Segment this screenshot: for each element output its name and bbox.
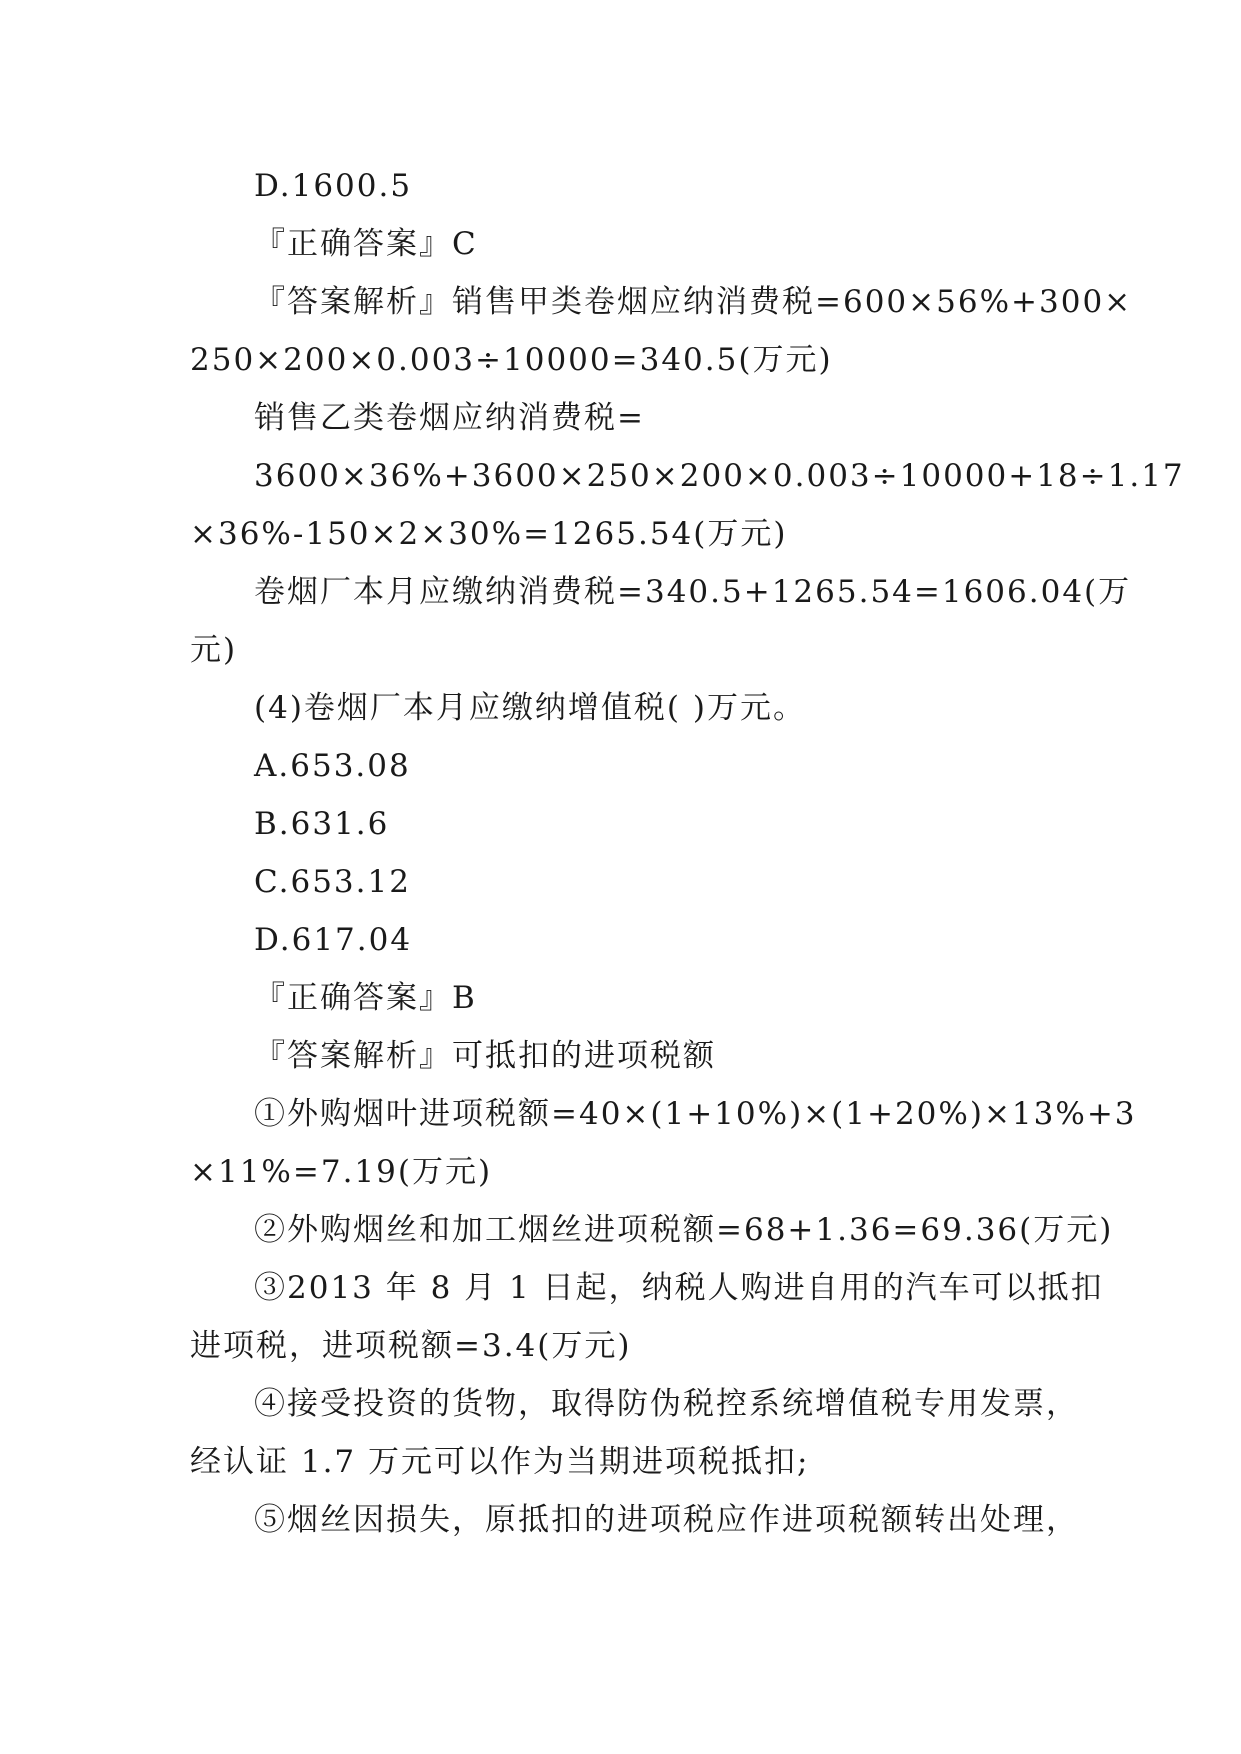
analysis-continuation: 经认证 1.7 万元可以作为当期进项税抵扣; xyxy=(190,1444,810,1480)
answer-analysis-line: 『答案解析』可抵扣的进项税额 xyxy=(254,1038,716,1074)
option-d: D.617.04 xyxy=(254,922,413,958)
analysis-item-4: ④接受投资的货物，取得防伪税控系统增值税专用发票， xyxy=(254,1386,1079,1422)
analysis-item-3: ③2013 年 8 月 1 日起，纳税人购进自用的汽车可以抵扣 xyxy=(254,1270,1104,1306)
analysis-item-5: ⑤烟丝因损失，原抵扣的进项税应作进项税额转出处理， xyxy=(254,1502,1079,1538)
analysis-continuation: 元) xyxy=(190,632,238,668)
analysis-continuation: 250×200×0.003÷10000=340.5(万元) xyxy=(190,342,833,378)
analysis-line: 卷烟厂本月应缴纳消费税=340.5+1265.54=1606.04(万 xyxy=(254,574,1132,610)
answer-analysis-line: 『答案解析』销售甲类卷烟应纳消费税=600×56%+300× xyxy=(254,284,1133,320)
formula-continuation: ×36%-150×2×30%=1265.54(万元) xyxy=(190,516,788,552)
analysis-item-1: ①外购烟叶进项税额=40×(1+10%)×(1+20%)×13%+3 xyxy=(254,1096,1137,1132)
analysis-item-2: ②外购烟丝和加工烟丝进项税额=68+1.36=69.36(万元) xyxy=(254,1212,1114,1248)
analysis-continuation: 进项税，进项税额=3.4(万元) xyxy=(190,1328,632,1364)
option-b: B.631.6 xyxy=(254,806,390,842)
correct-answer-label: 『正确答案』C xyxy=(254,226,478,262)
formula-line: 3600×36%+3600×250×200×0.003÷10000+18÷1.17 xyxy=(254,458,1185,494)
correct-answer-label: 『正确答案』B xyxy=(254,980,477,1016)
analysis-continuation: ×11%=7.19(万元) xyxy=(190,1154,493,1190)
option-d-prev: D.1600.5 xyxy=(254,168,413,204)
option-c: C.653.12 xyxy=(254,864,411,900)
analysis-line: 销售乙类卷烟应纳消费税= xyxy=(254,400,645,436)
question-4: (4)卷烟厂本月应缴纳增值税( )万元。 xyxy=(254,690,806,726)
option-a: A.653.08 xyxy=(254,748,411,784)
